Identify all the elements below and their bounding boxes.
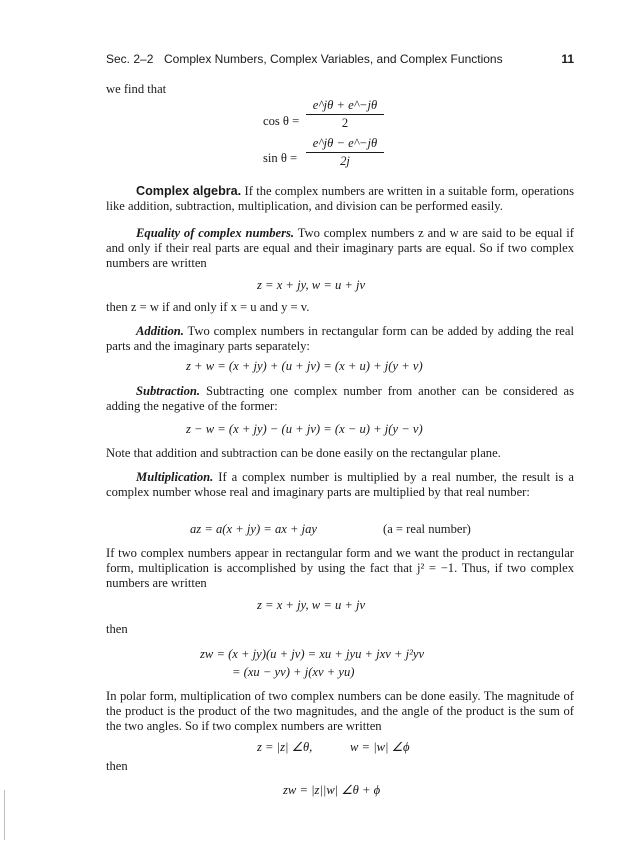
equation-polar-w: w = |w| ∠ϕ: [350, 740, 410, 754]
equality-paragraph: [106, 226, 574, 271]
cos-lhs: cos θ =: [263, 114, 300, 128]
note-text: Note that addition and subtraction can be done easily on the rectangular plane.: [106, 446, 501, 460]
addition-text: Two complex numbers in rectangular form can be added by adding the real parts and the imaginary parts separately:: [106, 324, 574, 353]
margin-rule: [4, 790, 5, 840]
subtraction-text: Subtracting one complex number from another can be considered as adding the negative of the former:: [106, 384, 574, 413]
subtraction-heading: Subtraction.: [136, 384, 201, 398]
sin-fraction: [306, 136, 384, 169]
addition-heading: Addition.: [136, 324, 184, 338]
equation-multiply-real: az = a(x + jy) = ax + jay: [190, 522, 318, 536]
multiplication-text: If a complex number is multiplied by a real number, the result is a complex number whose real and imaginary parts are multiplied by that real number:: [106, 470, 574, 499]
equation-multiply-real-note: (a = real number): [383, 522, 471, 536]
running-header: [106, 52, 574, 68]
chapter-title: Complex Numbers, Complex Variables, and Complex Functions: [164, 52, 503, 66]
sin-lhs: sin θ =: [263, 151, 298, 165]
section-label: Sec. 2–2: [106, 52, 154, 66]
sin-denominator: 2j: [340, 154, 350, 168]
intro-text: we find that: [106, 82, 167, 96]
multiplication-paragraph: [106, 470, 574, 500]
equality-heading: Equality of complex numbers.: [136, 226, 295, 240]
cos-numerator: e^jθ + e^−jθ: [306, 98, 384, 115]
equation-zw-polar: zw = |z||w| ∠θ + ϕ: [283, 783, 381, 797]
equation-written-1: z = x + jy, w = u + jv: [257, 278, 366, 292]
multiplication-heading: Multiplication.: [136, 470, 214, 484]
cos-denominator: 2: [341, 116, 349, 130]
equality-text: Two complex numbers z and w are said to be equal if and only if their real parts are equal and their imaginary parts are equal. So if two complex numbers are written: [106, 226, 575, 270]
complex-algebra-heading: Complex algebra.: [136, 184, 242, 198]
cos-fraction: [306, 98, 384, 131]
then-label-1: then: [106, 622, 128, 636]
polar-paragraph: In polar form, multiplication of two complex numbers can be done easily. The magnitude of the product is the product of the two magnitudes, and the angle of the product is the sum of the two angles. So if two complex numbers are written: [106, 689, 574, 733]
addition-paragraph: [106, 324, 574, 354]
complex-algebra-paragraph: [106, 184, 574, 214]
equation-polar-z: z = |z| ∠θ,: [257, 740, 313, 754]
subtraction-paragraph: [106, 384, 574, 414]
rectangular-product-paragraph: If two complex numbers appear in rectangular form and we want the product in rectangular form, multiplication is accomplished by using the fact that j² = −1. Thus, if two complex numbers are written: [106, 546, 574, 590]
then-label-2: then: [106, 759, 128, 773]
equation-zw-line-1: zw = (x + jy)(u + jv) = xu + jyu + jxv + j²yv: [200, 647, 425, 661]
then-equal-text: then z = w if and only if x = u and y = v.: [106, 300, 310, 314]
equation-addition: z + w = (x + jy) + (u + jv) = (x + u) + j(y + v): [186, 359, 423, 373]
equation-subtraction: z − w = (x + jy) − (u + jv) = (x − u) + j(y − v): [186, 422, 423, 436]
page-number: 11: [561, 52, 574, 66]
equation-written-2: z = x + jy, w = u + jv: [257, 598, 366, 612]
complex-algebra-text: If the complex numbers are written in a suitable form, operations like addition, subtraction, multiplication, and division can be performed easily.: [106, 184, 574, 213]
sin-numerator: e^jθ − e^−jθ: [306, 136, 384, 153]
equation-zw-line-2: = (xu − yv) + j(xv + yu): [232, 665, 355, 679]
